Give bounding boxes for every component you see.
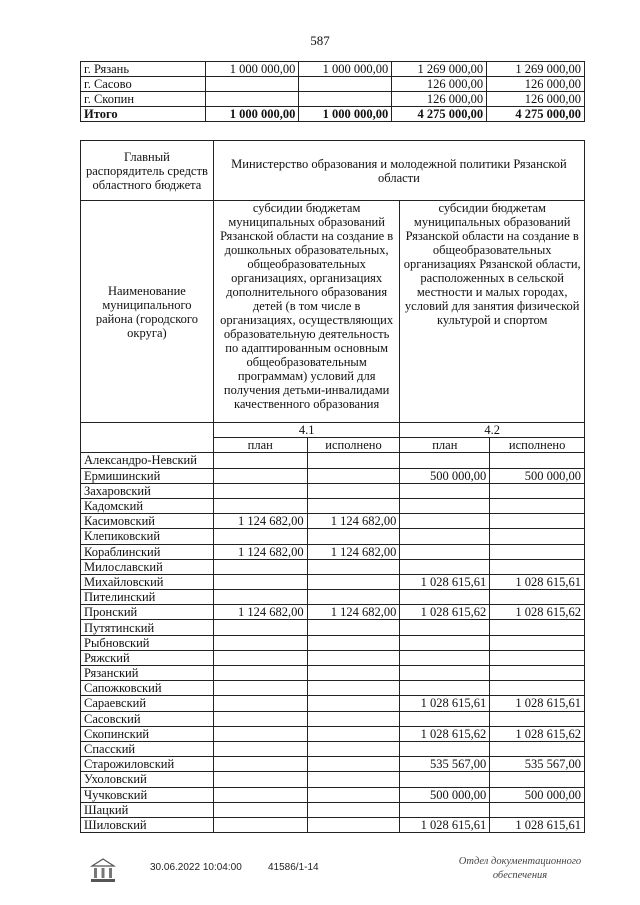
amount-cell [205, 77, 299, 92]
table-row [81, 483, 585, 498]
city-name: г. Рязань [81, 62, 206, 77]
district-name: Милославский [81, 559, 214, 574]
table-row [81, 559, 585, 574]
done-4-1-value [307, 802, 400, 817]
table-row [81, 650, 585, 665]
code-4-1: 4.1 [213, 423, 400, 438]
district-name: Кадомский [81, 498, 214, 513]
plan-4-1-value [213, 468, 307, 483]
done-4-1-value: 1 124 682,00 [307, 605, 400, 620]
subsidies-table [80, 140, 585, 833]
plan-4-1-value: 1 124 682,00 [213, 544, 307, 559]
done-4-2-value [490, 483, 585, 498]
plan-4-1-value [213, 817, 307, 832]
done-4-1-value [307, 787, 400, 802]
district-name: Ермишинский [81, 468, 214, 483]
done-4-2-value [490, 802, 585, 817]
done-4-2-value [490, 650, 585, 665]
amount-cell [205, 92, 299, 107]
summary-row [81, 77, 585, 92]
plan-4-2-value [400, 711, 490, 726]
plan-4-2-value: 1 028 615,61 [400, 696, 490, 711]
plan-4-1-value [213, 453, 307, 468]
amount-cell: 1 000 000,00 [205, 107, 299, 122]
done-4-2-value [490, 681, 585, 696]
done-4-1-value [307, 741, 400, 756]
done-4-2-value [490, 529, 585, 544]
table-row [81, 468, 585, 483]
plan-4-1-value [213, 802, 307, 817]
plan-4-2-value: 500 000,00 [400, 468, 490, 483]
done-4-2-value [490, 772, 585, 787]
district-name: Клепиковский [81, 529, 214, 544]
stamp-line-2: обеспечения [492, 870, 548, 881]
done-4-2-value: 1 028 615,61 [490, 574, 585, 589]
done-4-2-value [490, 453, 585, 468]
plan-4-2-value: 1 028 615,61 [400, 574, 490, 589]
done-4-2-value [490, 498, 585, 513]
amount-cell: 1 269 000,00 [487, 62, 585, 77]
plan-4-1-value [213, 757, 307, 772]
district-name: Сараевский [81, 696, 214, 711]
done-header: исполнено [490, 438, 585, 453]
amount-cell: 126 000,00 [392, 77, 487, 92]
amount-cell: 1 000 000,00 [299, 62, 392, 77]
plan-4-2-value: 1 028 615,62 [400, 605, 490, 620]
city-name: Итого [81, 107, 206, 122]
district-name: Пронский [81, 605, 214, 620]
amount-cell: 126 000,00 [487, 77, 585, 92]
done-4-1-value [307, 498, 400, 513]
code-4-2: 4.2 [400, 423, 585, 438]
plan-4-1-value [213, 726, 307, 741]
amount-cell [299, 92, 392, 107]
plan-4-2-value [400, 681, 490, 696]
district-name: Спасский [81, 741, 214, 756]
district-name: Сасовский [81, 711, 214, 726]
district-name: Шиловский [81, 817, 214, 832]
done-4-2-value: 1 028 615,62 [490, 726, 585, 741]
amount-cell: 1 000 000,00 [205, 62, 299, 77]
plan-4-2-value [400, 498, 490, 513]
plan-4-2-value: 1 028 615,62 [400, 726, 490, 741]
summary-row [81, 92, 585, 107]
plan-4-1-value [213, 590, 307, 605]
plan-4-1-value [213, 635, 307, 650]
done-4-1-value [307, 483, 400, 498]
district-name: Ухоловский [81, 772, 214, 787]
done-4-1-value [307, 529, 400, 544]
footer-doc-number: 41586/1-14 [268, 862, 319, 873]
district-name: Касимовский [81, 514, 214, 529]
table-row [81, 787, 585, 802]
done-4-1-value [307, 772, 400, 787]
empty-header-cell [81, 423, 214, 453]
plan-4-1-value [213, 650, 307, 665]
done-4-1-value [307, 666, 400, 681]
district-name: Захаровский [81, 483, 214, 498]
done-4-1-value [307, 468, 400, 483]
done-4-1-value [307, 817, 400, 832]
plan-4-2-value [400, 590, 490, 605]
ministry-name: Министерство образования и молодежной политики Рязанской области [213, 141, 584, 201]
table-row [81, 817, 585, 832]
plan-4-1-value [213, 696, 307, 711]
district-name: Старожиловский [81, 757, 214, 772]
district-name: Михайловский [81, 574, 214, 589]
done-header: исполнено [307, 438, 400, 453]
table-row [81, 544, 585, 559]
plan-4-2-value [400, 529, 490, 544]
district-name: Сапожковский [81, 681, 214, 696]
done-4-2-value [490, 544, 585, 559]
city-name: г. Сасово [81, 77, 206, 92]
amount-cell: 126 000,00 [392, 92, 487, 107]
district-name: Скопинский [81, 726, 214, 741]
plan-4-2-value [400, 741, 490, 756]
done-4-1-value [307, 681, 400, 696]
plan-header: план [400, 438, 490, 453]
done-4-1-value [307, 620, 400, 635]
table-row [81, 514, 585, 529]
table-row [81, 574, 585, 589]
district-name: Путятинский [81, 620, 214, 635]
district-name: Рыбновский [81, 635, 214, 650]
district-name: Шацкий [81, 802, 214, 817]
distributor-label: Главный распорядитель средств областного бюджета [81, 141, 214, 201]
plan-header: план [213, 438, 307, 453]
plan-4-1-value [213, 681, 307, 696]
plan-4-2-value [400, 772, 490, 787]
done-4-2-value: 535 567,00 [490, 757, 585, 772]
table-row [81, 772, 585, 787]
plan-4-1-value [213, 529, 307, 544]
table-row [81, 757, 585, 772]
plan-4-2-value [400, 635, 490, 650]
plan-4-1-value [213, 741, 307, 756]
amount-cell: 126 000,00 [487, 92, 585, 107]
plan-4-1-value: 1 124 682,00 [213, 605, 307, 620]
done-4-1-value: 1 124 682,00 [307, 544, 400, 559]
done-4-2-value [490, 590, 585, 605]
plan-4-2-value [400, 650, 490, 665]
plan-4-1-value [213, 498, 307, 513]
district-name: Пителинский [81, 590, 214, 605]
table-row [81, 741, 585, 756]
department-stamp [445, 855, 595, 883]
plan-4-2-value [400, 544, 490, 559]
plan-4-2-value [400, 559, 490, 574]
amount-cell: 4 275 000,00 [392, 107, 487, 122]
done-4-1-value [307, 590, 400, 605]
district-name: Александро-Невский [81, 453, 214, 468]
done-4-2-value: 500 000,00 [490, 787, 585, 802]
subsidy-2-description: субсидии бюджетам муниципальных образований Рязанской области на создание в общеобразовательных организациях Рязанской области, расположенных в сельской местности и малых городах, условий для занятия физической культурой и спортом [400, 201, 585, 423]
plan-4-2-value [400, 514, 490, 529]
table-row [81, 726, 585, 741]
table-row [81, 635, 585, 650]
done-4-1-value [307, 635, 400, 650]
plan-4-1-value [213, 559, 307, 574]
done-4-2-value: 1 028 615,61 [490, 696, 585, 711]
stamp-line-1: Отдел документационного [458, 856, 582, 867]
plan-4-2-value: 500 000,00 [400, 787, 490, 802]
plan-4-1-value [213, 574, 307, 589]
done-4-2-value [490, 635, 585, 650]
plan-4-2-value [400, 802, 490, 817]
plan-4-2-value: 535 567,00 [400, 757, 490, 772]
footer-datetime: 30.06.2022 10:04:00 [150, 862, 242, 873]
table-row [81, 605, 585, 620]
plan-4-1-value [213, 787, 307, 802]
amount-cell: 1 000 000,00 [299, 107, 392, 122]
done-4-1-value [307, 726, 400, 741]
table-row [81, 498, 585, 513]
table-row [81, 666, 585, 681]
amount-cell: 1 269 000,00 [392, 62, 487, 77]
done-4-2-value: 1 028 615,61 [490, 817, 585, 832]
table-row [81, 711, 585, 726]
plan-4-2-value [400, 483, 490, 498]
district-name: Чучковский [81, 787, 214, 802]
done-4-2-value [490, 711, 585, 726]
done-4-2-value [490, 559, 585, 574]
plan-4-2-value [400, 620, 490, 635]
page-number: 587 [310, 33, 330, 48]
plan-4-1-value [213, 483, 307, 498]
done-4-2-value: 500 000,00 [490, 468, 585, 483]
table-row [81, 681, 585, 696]
district-label: Наименование муниципального района (городского округа) [81, 201, 214, 423]
plan-4-1-value [213, 620, 307, 635]
district-name: Рязанский [81, 666, 214, 681]
done-4-1-value [307, 757, 400, 772]
done-4-2-value [490, 514, 585, 529]
plan-4-1-value [213, 666, 307, 681]
summary-table [80, 61, 585, 122]
archive-logo-icon [88, 856, 118, 886]
done-4-2-value: 1 028 615,62 [490, 605, 585, 620]
done-4-1-value [307, 696, 400, 711]
summary-row [81, 62, 585, 77]
plan-4-1-value: 1 124 682,00 [213, 514, 307, 529]
amount-cell [299, 77, 392, 92]
table-row [81, 453, 585, 468]
amount-cell: 4 275 000,00 [487, 107, 585, 122]
table-row [81, 529, 585, 544]
done-4-1-value: 1 124 682,00 [307, 514, 400, 529]
done-4-1-value [307, 453, 400, 468]
subsidy-1-description: субсидии бюджетам муниципальных образований Рязанской области на создание в дошкольных образовательных, общеобразовательных организациях, организациях дополнительного образования детей (в том числе в организациях, осуществляющих образовательную деятельность по адаптированным основным общеобразовательным программам) условий для получения детьми-инвалидами качественного образования [213, 201, 400, 423]
done-4-2-value [490, 741, 585, 756]
plan-4-1-value [213, 711, 307, 726]
done-4-1-value [307, 559, 400, 574]
summary-row [81, 107, 585, 122]
table-row [81, 590, 585, 605]
plan-4-2-value [400, 453, 490, 468]
district-name: Ряжский [81, 650, 214, 665]
plan-4-2-value [400, 666, 490, 681]
table-row [81, 620, 585, 635]
district-name: Кораблинский [81, 544, 214, 559]
done-4-2-value [490, 620, 585, 635]
done-4-2-value [490, 666, 585, 681]
plan-4-1-value [213, 772, 307, 787]
done-4-1-value [307, 650, 400, 665]
table-row [81, 802, 585, 817]
city-name: г. Скопин [81, 92, 206, 107]
done-4-1-value [307, 574, 400, 589]
plan-4-2-value: 1 028 615,61 [400, 817, 490, 832]
table-row [81, 696, 585, 711]
done-4-1-value [307, 711, 400, 726]
